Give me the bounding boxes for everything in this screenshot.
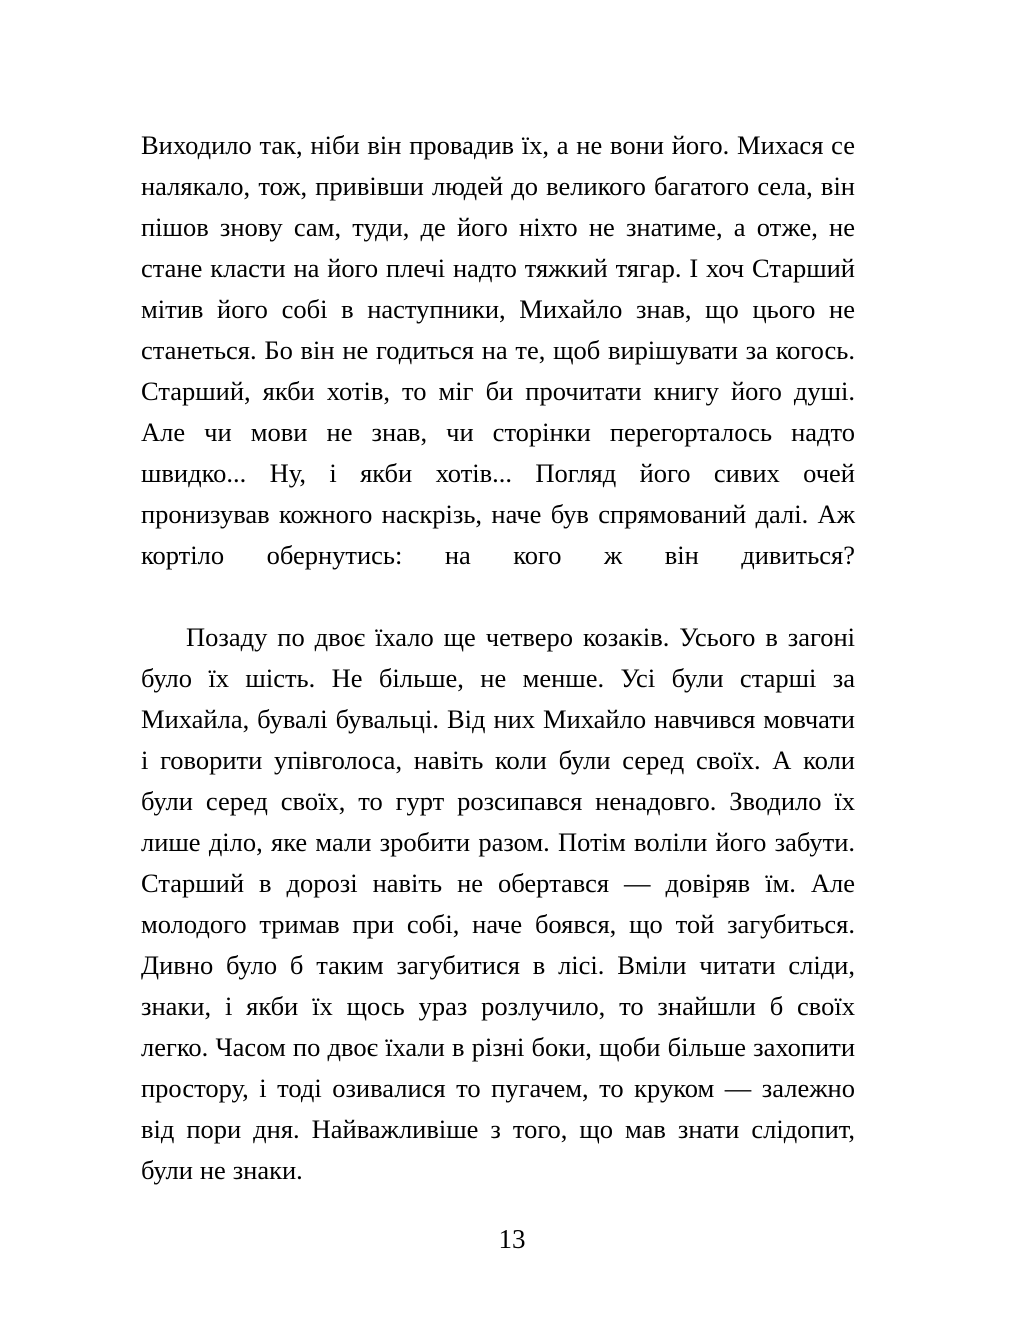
page-number: 13 bbox=[498, 1224, 526, 1254]
paragraph-1: Виходило так, ніби він провадив їх, а не вони його. Михася се налякало, тож, привівши людей до великого багатого села, він пішов знову сам, туди, де його ніхто не знатиме, а отже, не стане класти на його плечі надто тяжкий тягар. І хоч Старший мітив його собі в наступники, Михайло знав, що цього не станеться. Бо він не годиться на те, щоб вирішувати за когось. Старший, якби хотів, то міг би прочитати книгу його душі. Але чи мови не знав, чи сторінки перегорталось надто швидко... Ну, і якби хотів... Погляд його сивих очей пронизував кожного наскрізь, наче був спрямований далі. Аж кортіло обернутись: на кого ж він дивиться? bbox=[141, 130, 855, 570]
body-text-block bbox=[141, 125, 855, 1191]
paragraph-2: Позаду по двоє їхало ще четверо козаків. Усього в загоні було їх шість. Не більше, не менше. Усі були старші за Михайла, бувалі бувальці. Від них Михайло навчився мовчати і говорити упівголоса, навіть коли були серед своїх. А коли були серед своїх, то гурт розсипався ненадовго. Зводило їх лише діло, яке мали зробити разом. Потім воліли його забути. Старший в дорозі навіть не обертався — довіряв їм. Але молодого тримав при собі, наче боявся, що той загубиться. Дивно було б таким загубитися в лісі. Вміли читати сліди, знаки, і якби їх щось ураз розлучило, то знайшли б своїх легко. Часом по двоє їхали в різні боки, щоби більше захопити простору, і тоді озивалися то пугачем, то круком — залежно від пори дня. Найважливіше з того, що мав знати слідопит, були не знаки. bbox=[141, 622, 855, 1185]
